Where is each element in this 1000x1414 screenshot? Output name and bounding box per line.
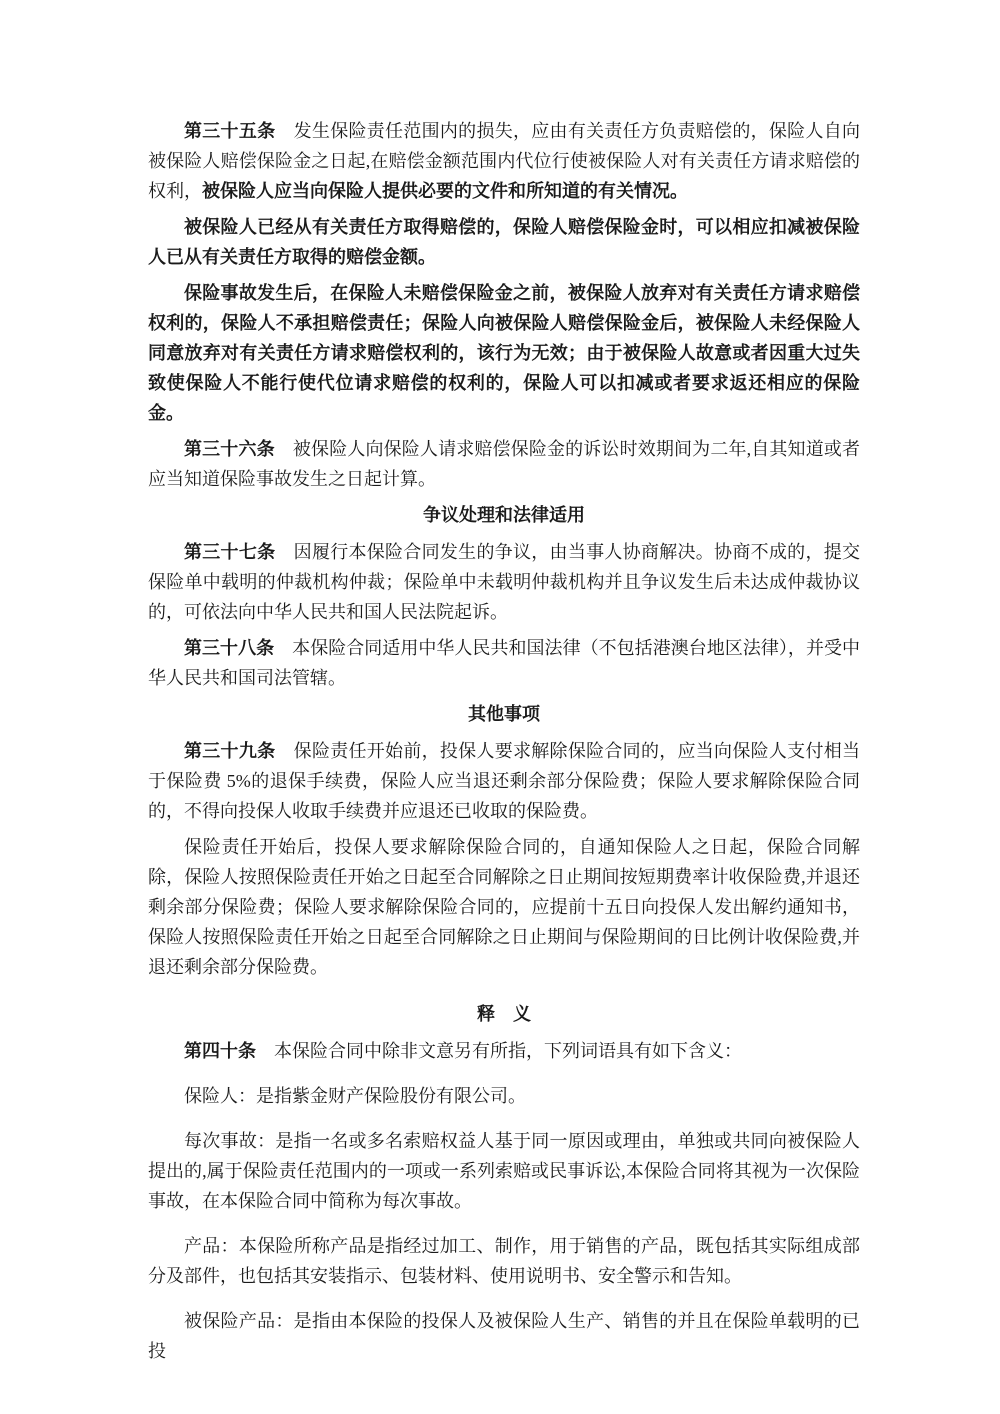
text-run: 每次事故：是指一名或多名索赔权益人基于同一原因或理由，单独或共同向被保险人提出的,属于保险责任范围内的一项或一系列索赔或民事诉讼,本保险合同将其视为一次保险事故，在本保险合同中简称为每次事故。: [148, 1131, 860, 1211]
definition-product: [148, 1231, 860, 1291]
heading-definitions: [148, 999, 860, 1029]
bold-text-run: 其他事项: [468, 704, 540, 724]
bold-text-run: 争议处理和法律适用: [423, 505, 585, 525]
text-run: 因履行本保险合同发生的争议，由当事人协商解决。协商不成的，提交保险单中载明的仲裁机构仲裁；保险单中未载明仲裁机构并且争议发生后未达成仲裁协议的，可依法向中华人民共和国人民法院起诉。: [148, 542, 860, 622]
text-run: 本保险合同适用中华人民共和国法律（不包括港澳台地区法律），并受中华人民共和国司法管辖。: [148, 638, 861, 688]
bold-text-run: 第三十六条: [184, 439, 275, 459]
bold-text-run: 被保险人应当向保险人提供必要的文件和所知道的有关情况。: [202, 181, 688, 201]
bold-text-run: 保险事故发生后，在保险人未赔偿保险金之前，被保险人放弃对有关责任方请求赔偿权利的，保险人不承担赔偿责任；保险人向被保险人赔偿保险金后，被保险人未经保险人同意放弃对有关责任方请求赔偿权利的，该行为无效；由于被保险人故意或者因重大过失致使保险人不能行使代位请求赔偿的权利的，保险人可以扣减或者要求返还相应的保险金。: [148, 283, 860, 423]
article-35-para-3: [148, 278, 860, 428]
text-run: 本保险合同中除非文意另有所指，下列词语具有如下含义：: [256, 1041, 742, 1061]
article-39-para-1: [148, 736, 860, 826]
bold-text-run: 第三十九条: [184, 741, 276, 761]
article-35-para-2: [148, 212, 860, 272]
bold-text-run: 第三十八条: [184, 638, 275, 658]
text-run: 被保险人向保险人请求赔偿保险金的诉讼时效期间为二年,自其知道或者应当知道保险事故发生之日起计算。: [148, 439, 861, 489]
bold-text-run: 释 义: [477, 1004, 531, 1024]
article-40: [148, 1036, 860, 1066]
article-37: [148, 537, 860, 627]
definition-each-occurrence: [148, 1126, 860, 1216]
text-run: 保险责任开始后，投保人要求解除保险合同的，自通知保险人之日起，保险合同解除，保险人按照保险责任开始之日起至合同解除之日止期间按短期费率计收保险费,并退还剩余部分保险费；保险人要求解除保险合同的，应提前十五日向投保人发出解约通知书，保险人按照保险责任开始之日起至合同解除之日止期间与保险期间的日比例计收保险费,并退还剩余部分保险费。: [148, 837, 860, 977]
article-35-para-1: [148, 116, 860, 206]
bold-text-run: 第三十七条: [184, 542, 276, 562]
bold-text-run: 被保险人已经从有关责任方取得赔偿的，保险人赔偿保险金时，可以相应扣减被保险人已从有关责任方取得的赔偿金额。: [148, 217, 860, 267]
text-run: 产品：本保险所称产品是指经过加工、制作，用于销售的产品，既包括其实际组成部分及部件，也包括其安装指示、包装材料、使用说明书、安全警示和告知。: [148, 1236, 860, 1286]
heading-dispute-resolution-and-law: [148, 500, 860, 530]
heading-other-matters: [148, 699, 860, 729]
definition-insured-product: [148, 1306, 860, 1366]
article-39-para-2: [148, 832, 860, 982]
definition-insurer: [148, 1081, 860, 1111]
bold-text-run: 第四十条: [184, 1041, 256, 1061]
article-36: [148, 434, 860, 494]
text-run: 保险责任开始前，投保人要求解除保险合同的，应当向保险人支付相当于保险费 5%的退保手续费，保险人应当退还剩余部分保险费；保险人要求解除保险合同的，不得向投保人收取手续费并应退还已收取的保险费。: [148, 741, 860, 821]
text-run: 被保险产品：是指由本保险的投保人及被保险人生产、销售的并且在保险单载明的已投: [148, 1311, 860, 1361]
article-38: [148, 633, 860, 693]
text-run: 保险人：是指紫金财产保险股份有限公司。: [184, 1086, 526, 1106]
bold-text-run: 第三十五条: [184, 121, 276, 141]
text-run: 发生保险责任范围内的损失，应由有关责任方负责赔偿的，保险人自向被保险人赔偿保险金之日起,在赔偿金额范围内代位行使被保险人对有关责任方请求赔偿的权利，: [148, 121, 860, 201]
